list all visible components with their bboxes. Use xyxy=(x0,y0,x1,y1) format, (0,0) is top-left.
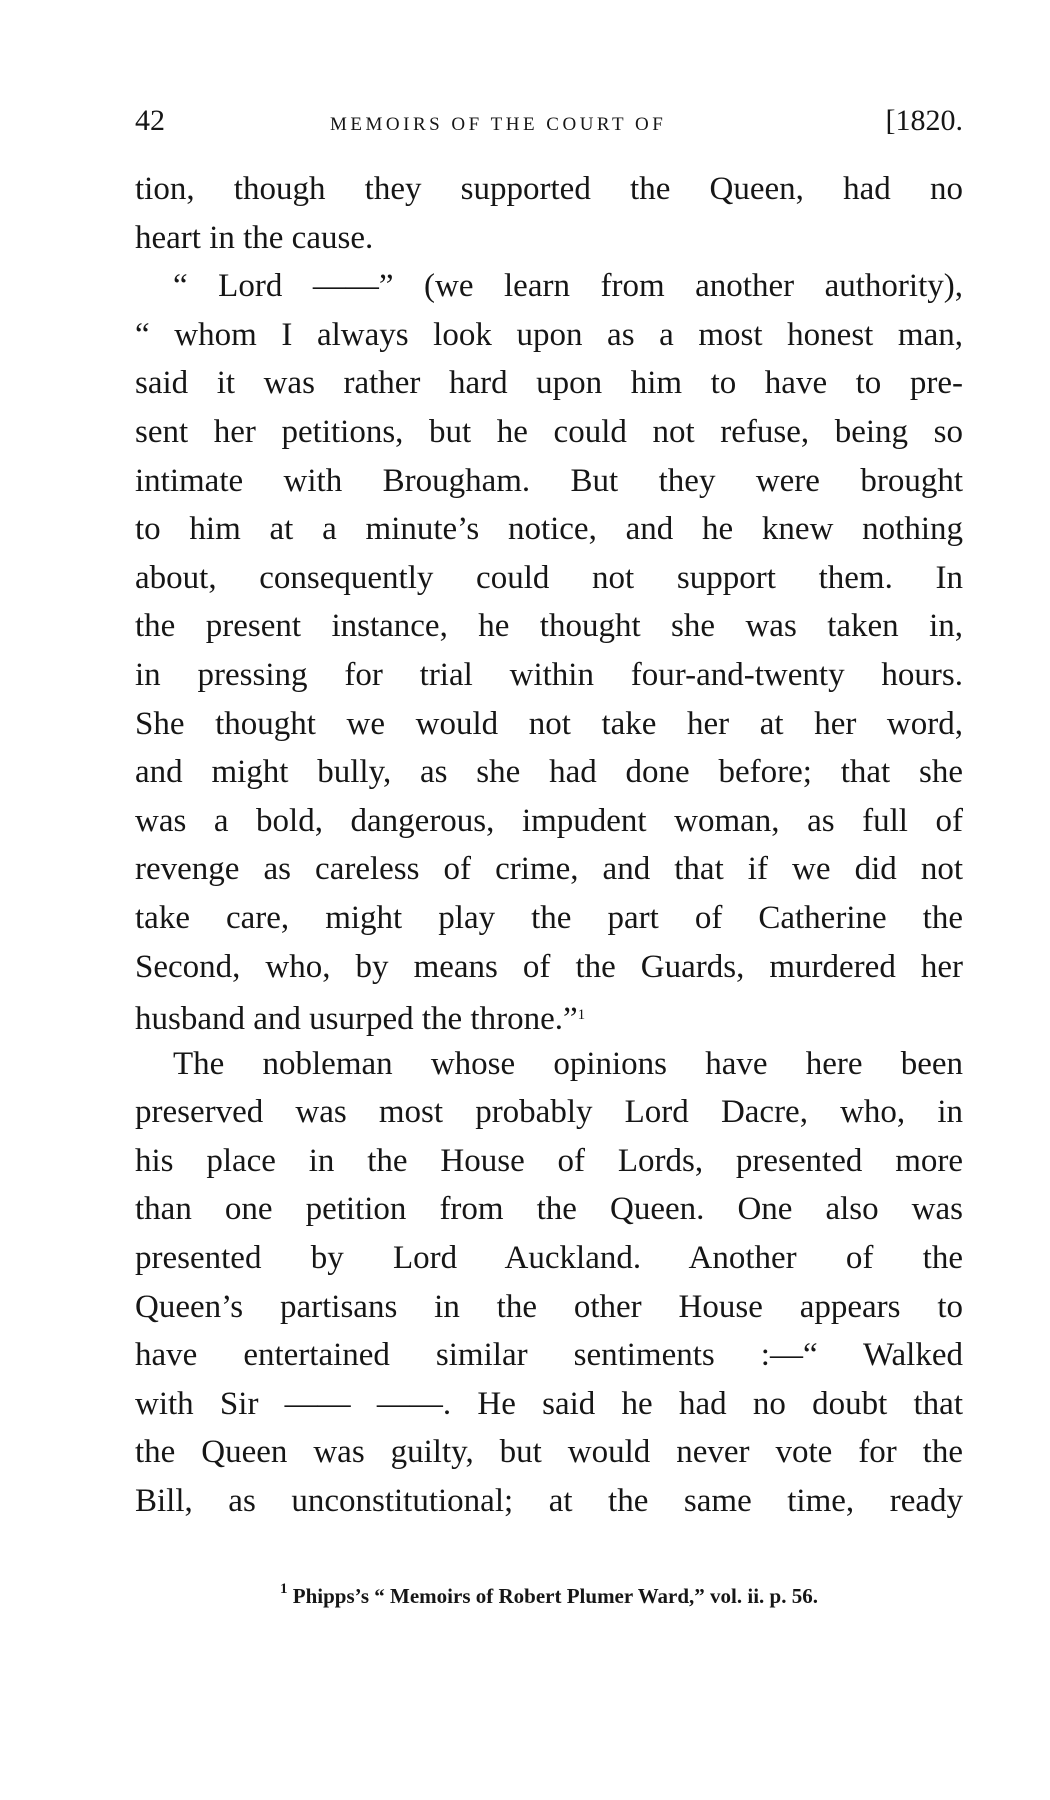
text-line: with Sir —— ——. He said he had no doubt that xyxy=(135,1385,963,1422)
text-line: Queen’s partisans in the other House appears to xyxy=(135,1288,963,1325)
text-line: revenge as careless of crime, and that if we did not xyxy=(135,851,963,888)
text-line: tion, though they supported the Queen, had no xyxy=(135,171,963,207)
text-line: the Queen was guilty, but would never vote for the xyxy=(135,1434,963,1471)
text-line: preserved was most probably Lord Dacre, who, in xyxy=(135,1094,963,1131)
text-line: “ Lord ——” (we learn from another authority), xyxy=(173,268,963,305)
text-line: the present instance, he thought she was taken in, xyxy=(135,608,963,645)
text-line: said it was rather hard upon him to have to pre- xyxy=(135,365,963,402)
page-number: 42 xyxy=(135,104,165,137)
text-line: heart in the cause. xyxy=(135,219,374,256)
text-line: than one petition from the Queen. One also was xyxy=(135,1191,963,1228)
text-line: have entertained similar sentiments :—“ Walked xyxy=(135,1337,963,1374)
text-line: sent her petitions, but he could not refuse, being so xyxy=(135,413,963,450)
page-header xyxy=(135,104,963,144)
text-line: The nobleman whose opinions have here been xyxy=(173,1045,963,1082)
text-line: Second, who, by means of the Guards, murdered her xyxy=(135,948,963,985)
text-line: his place in the House of Lords, presented more xyxy=(135,1142,963,1179)
footnote xyxy=(135,1581,963,1609)
text-line: take care, might play the part of Catherine the xyxy=(135,899,963,936)
body-text xyxy=(135,165,963,1526)
text-line: She thought we would not take her at her word, xyxy=(135,705,963,742)
text-line-with-footnote-ref: husband and usurped the throne.”$^1$ xyxy=(135,1001,586,1038)
text-line: intimate with Brougham. But they were brought xyxy=(135,462,963,499)
text-line: about, consequently could not support them. In xyxy=(135,559,963,596)
footnote-marker: 1 xyxy=(280,1581,288,1597)
text-line: in pressing for trial within four-and-twenty hours. xyxy=(135,656,963,693)
footnote-text: Phipps’s “ Memoirs of Robert Plumer Ward,” vol. ii. p. 56. xyxy=(292,1584,818,1608)
footnote-reference: 1 xyxy=(577,1007,586,1024)
header-year: [1820. xyxy=(885,104,963,137)
text-line: “ whom I always look upon as a most honest man, xyxy=(135,316,963,353)
text-line: was a bold, dangerous, impudent woman, as full of xyxy=(135,802,963,839)
text-line: to him at a minute’s notice, and he knew nothing xyxy=(135,511,963,548)
running-title: MEMOIRS OF THE COURT OF xyxy=(330,114,667,135)
text-line: Bill, as unconstitutional; at the same time, ready xyxy=(135,1483,963,1520)
text-line: presented by Lord Auckland. Another of the xyxy=(135,1240,963,1277)
text-line: and might bully, as she had done before; that she xyxy=(135,754,963,791)
